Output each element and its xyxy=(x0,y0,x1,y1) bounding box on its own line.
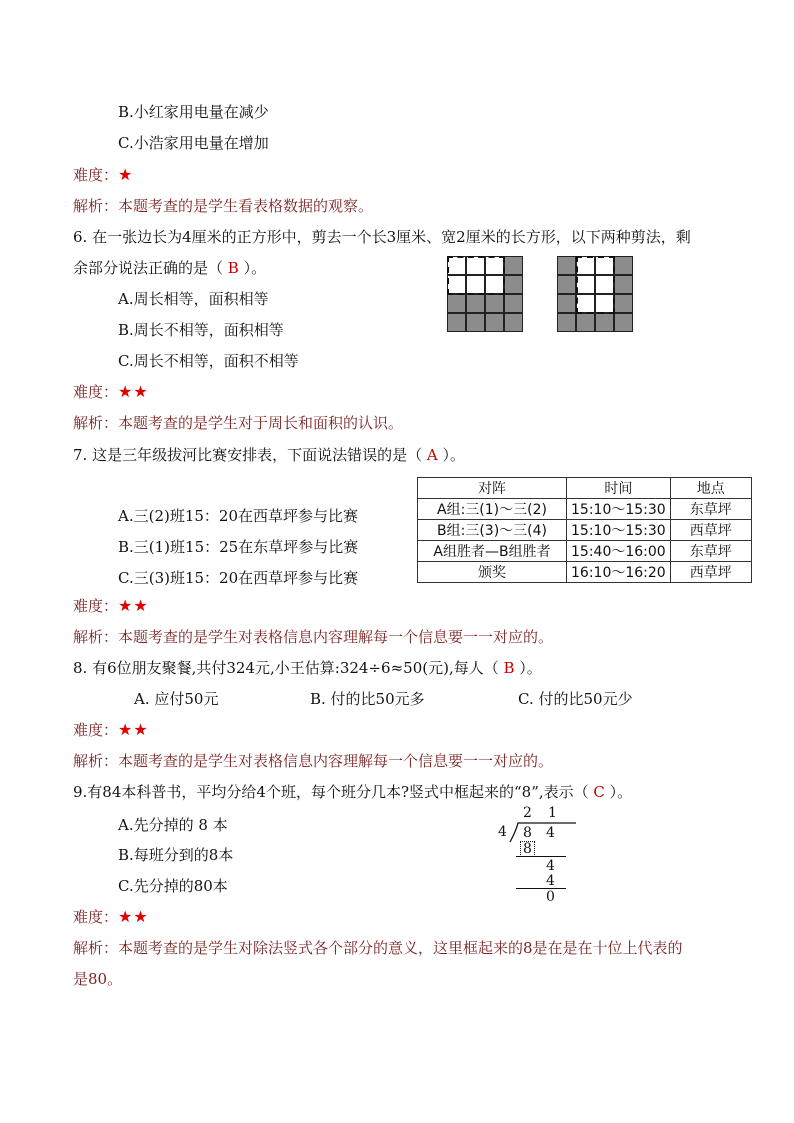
table-cell: 东草坪 xyxy=(670,499,751,520)
table-header: 地点 xyxy=(670,478,751,499)
q6-figure-left xyxy=(447,256,525,331)
table-cell: 东草坪 xyxy=(670,541,751,562)
q7-answer: A xyxy=(426,446,438,464)
table-header: 时间 xyxy=(567,478,671,499)
q8-stem xyxy=(73,658,542,678)
dividend-tens: 8 xyxy=(523,825,532,841)
difficulty-stars: ★★ xyxy=(118,382,149,401)
table-row xyxy=(418,541,752,562)
q8-option-c: C. 付的比50元少 xyxy=(518,690,633,708)
q8-answer: B xyxy=(503,659,515,677)
difficulty-stars: ★★ xyxy=(118,596,149,615)
q7-option-a: A.三(2)班15：20在西草坪参与比赛 xyxy=(118,507,359,525)
difficulty-label: 难度： xyxy=(73,166,119,184)
q7-schedule-table xyxy=(417,477,752,583)
table-cell: 15:40～16:00 xyxy=(567,541,671,562)
q5-option-b: B.小红家用电量在减少 xyxy=(118,103,269,121)
table-cell: 16:10～16:20 xyxy=(567,562,671,583)
remainder: 0 xyxy=(546,889,555,905)
table-row xyxy=(418,562,752,583)
q7-stem-prefix: 7. 这是三年级拔河比赛安排表，下面说法错误的是（ xyxy=(73,446,427,464)
q9-stem-suffix: ）。 xyxy=(604,783,633,801)
q6-analysis: 解析：本题考查的是学生对于周长和面积的认识。 xyxy=(73,414,404,432)
table-cell: 西草坪 xyxy=(670,562,751,583)
q8-stem-prefix: 8. 有6位朋友聚餐,共付324元,小王估算:324÷6≈50(元),每人（ xyxy=(73,659,504,677)
q6-stem-prefix: 余部分说法正确的是（ xyxy=(73,259,228,277)
q6-option-a: A.周长相等，面积相等 xyxy=(118,290,269,308)
difficulty-stars: ★★ xyxy=(118,907,149,926)
table-cell: 西草坪 xyxy=(670,520,751,541)
step-3: 4 xyxy=(546,873,555,889)
q8-difficulty xyxy=(73,720,149,740)
table-cell: B组:三(3)～三(4) xyxy=(418,520,567,541)
q5-option-c: C.小浩家用电量在增加 xyxy=(118,134,269,152)
q9-option-a: A.先分掉的 8 本 xyxy=(118,816,228,834)
quotient-tens: 2 xyxy=(523,805,532,821)
q6-answer: B xyxy=(227,259,239,277)
q9-option-b: B.每班分到的8本 xyxy=(118,846,234,864)
q8-stem-suffix: ）。 xyxy=(514,659,542,677)
q9-analysis-line1: 解析：本题考查的是学生对除法竖式各个部分的意义，这里框起来的8是在是在十位上代表的 xyxy=(73,939,683,957)
q9-analysis-line2: 是80。 xyxy=(73,970,123,988)
q7-stem-suffix: ）。 xyxy=(437,446,465,464)
difficulty-label: 难度： xyxy=(73,721,119,739)
boxed-eight: 8 xyxy=(520,841,535,857)
q9-answer: C xyxy=(593,783,605,801)
difficulty-label: 难度： xyxy=(73,597,119,615)
table-cell: 颁奖 xyxy=(418,562,567,583)
q7-stem xyxy=(73,445,465,465)
q6-option-b: B.周长不相等，面积相等 xyxy=(118,321,284,339)
q6-stem-line1: 6. 在一张边长为4厘米的正方形中，剪去一个长3厘米、宽2厘米的长方形，以下两种剪法，剩 xyxy=(73,228,691,246)
q7-difficulty xyxy=(73,596,149,616)
q8-analysis: 解析：本题考查的是学生对表格信息内容理解每一个信息要一一对应的。 xyxy=(73,752,554,770)
division-line-1 xyxy=(516,856,566,857)
q6-figure-right xyxy=(557,256,635,331)
q6-difficulty xyxy=(73,382,149,402)
q6-option-c: C.周长不相等，面积不相等 xyxy=(118,352,299,370)
q9-stem-prefix: 9.有84本科普书，平均分给4个班，每个班分几本?竖式中框起来的“8”,表示（ xyxy=(73,783,594,801)
q6-stem-suffix: ）。 xyxy=(238,259,267,277)
difficulty-stars: ★ xyxy=(118,165,134,184)
table-cell: A组胜者—B组胜者 xyxy=(418,541,567,562)
difficulty-stars: ★★ xyxy=(118,720,149,739)
q8-option-b: B. 付的比50元多 xyxy=(310,690,425,708)
q5-analysis: 解析：本题考查的是学生看表格数据的观察。 xyxy=(73,197,374,215)
q8-option-a: A. 应付50元 xyxy=(134,690,219,708)
division-bracket xyxy=(508,821,578,843)
q5-difficulty xyxy=(73,165,133,185)
table-cell: 15:10～15:30 xyxy=(567,520,671,541)
difficulty-label: 难度： xyxy=(73,383,119,401)
q7-option-c: C.三(3)班15：20在西草坪参与比赛 xyxy=(118,569,359,587)
difficulty-label: 难度： xyxy=(73,908,119,926)
q9-option-c: C.先分掉的80本 xyxy=(118,877,228,895)
q9-stem xyxy=(73,782,632,802)
dividend-ones: 4 xyxy=(546,825,555,841)
table-cell: 15:10～15:30 xyxy=(567,499,671,520)
q6-stem-line2 xyxy=(73,258,266,278)
q9-difficulty xyxy=(73,907,149,927)
q7-option-b: B.三(1)班15：25在东草坪参与比赛 xyxy=(118,538,359,556)
division-line-2 xyxy=(516,888,566,889)
q7-analysis: 解析：本题考查的是学生对表格信息内容理解每一个信息要一一对应的。 xyxy=(73,628,554,646)
divisor: 4 xyxy=(498,824,507,840)
step-2: 4 xyxy=(546,858,555,874)
table-row xyxy=(418,520,752,541)
table-header-row xyxy=(418,478,752,499)
table-row xyxy=(418,499,752,520)
q9-long-division xyxy=(496,805,576,905)
quotient-ones: 1 xyxy=(548,805,557,821)
table-cell: A组:三(1)～三(2) xyxy=(418,499,567,520)
table-header: 对阵 xyxy=(418,478,567,499)
